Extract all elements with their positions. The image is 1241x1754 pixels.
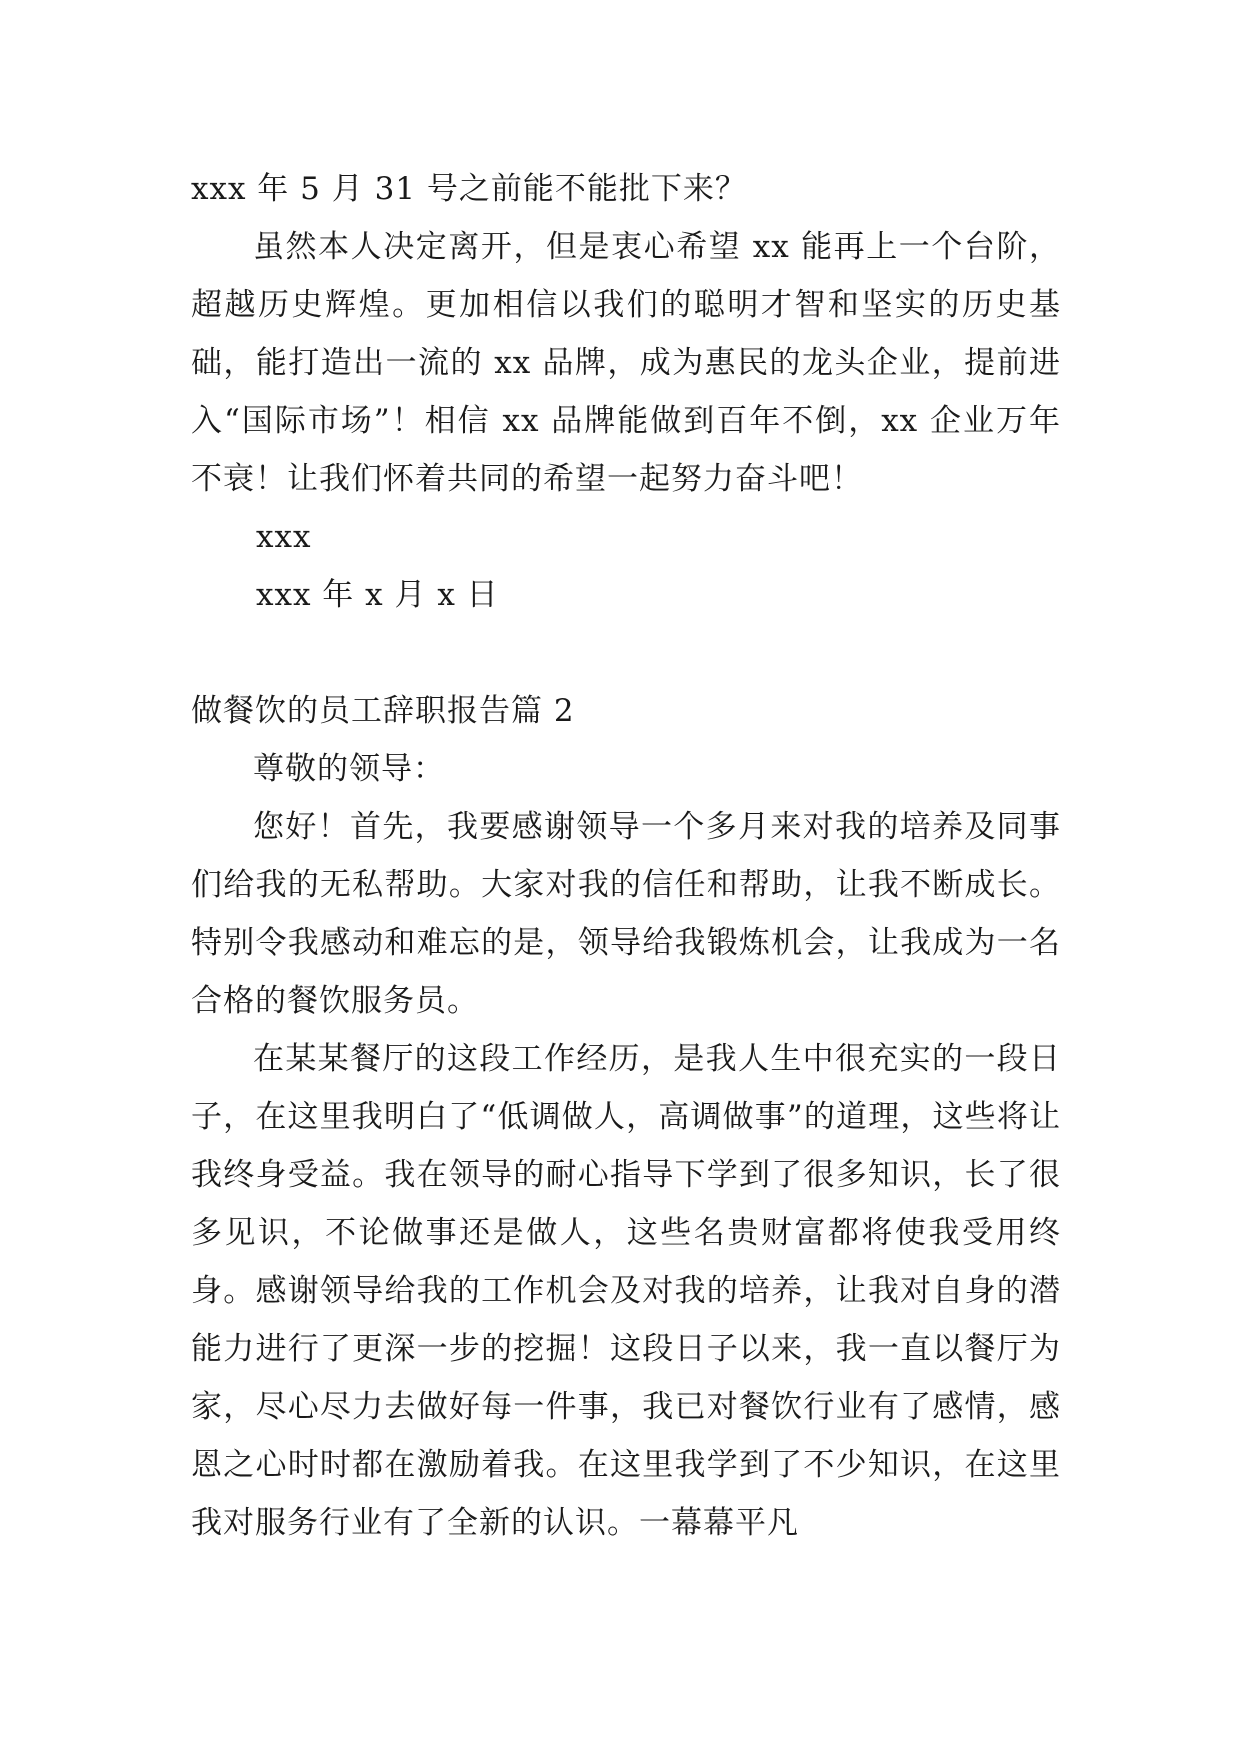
closing-paragraph: 虽然本人决定离开，但是衷心希望 xx 能再上一个台阶，超越历史辉煌。更加相信以我们的聪明才智和坚实的历史基础，能打造出一流的 xx 品牌，成为惠民的龙头企业，提前进入“国际市场”！相信 xx 品牌能做到百年不倒，xx 企业万年不衰！让我们怀着共同的希望一起努力奋斗吧！ — [191, 229, 1061, 497]
signature-date: xxx 年 x 月 x 日 — [256, 577, 499, 613]
section-title: 做餐饮的员工辞职报告篇 2 — [191, 693, 575, 729]
section-spacer — [191, 624, 1061, 682]
document-body — [191, 160, 1061, 1552]
body-paragraph: 在某某餐厅的这段工作经历，是我人生中很充实的一段日子，在这里我明白了“低调做人，高调做事”的道理，这些将让我终身受益。我在领导的耐心指导下学到了很多知识，长了很多见识，不论做事还是做人，这些名贵财富都将使我受用终身。感谢领导给我的工作机会及对我的培养，让我对自身的潜能力进行了更深一步的挖掘！这段日子以来，我一直以餐厅为家，尽心尽力去做好每一件事，我已对餐饮行业有了感情，感恩之心时时都在激励着我。在这里我学到了不少知识，在这里我对服务行业有了全新的认识。一幕幕平凡 — [191, 1041, 1061, 1541]
body-paragraph: 您好！首先，我要感谢领导一个多月来对我的培养及同事们给我的无私帮助。大家对我的信任和帮助，让我不断成长。特别令我感动和难忘的是，领导给我锻炼机会，让我成为一名合格的餐饮服务员。 — [191, 809, 1061, 1019]
signature-name: xxx — [256, 519, 312, 555]
continuation-line: xxx 年 5 月 31 号之前能不能批下来？ — [191, 171, 747, 207]
salutation: 尊敬的领导： — [253, 751, 445, 787]
